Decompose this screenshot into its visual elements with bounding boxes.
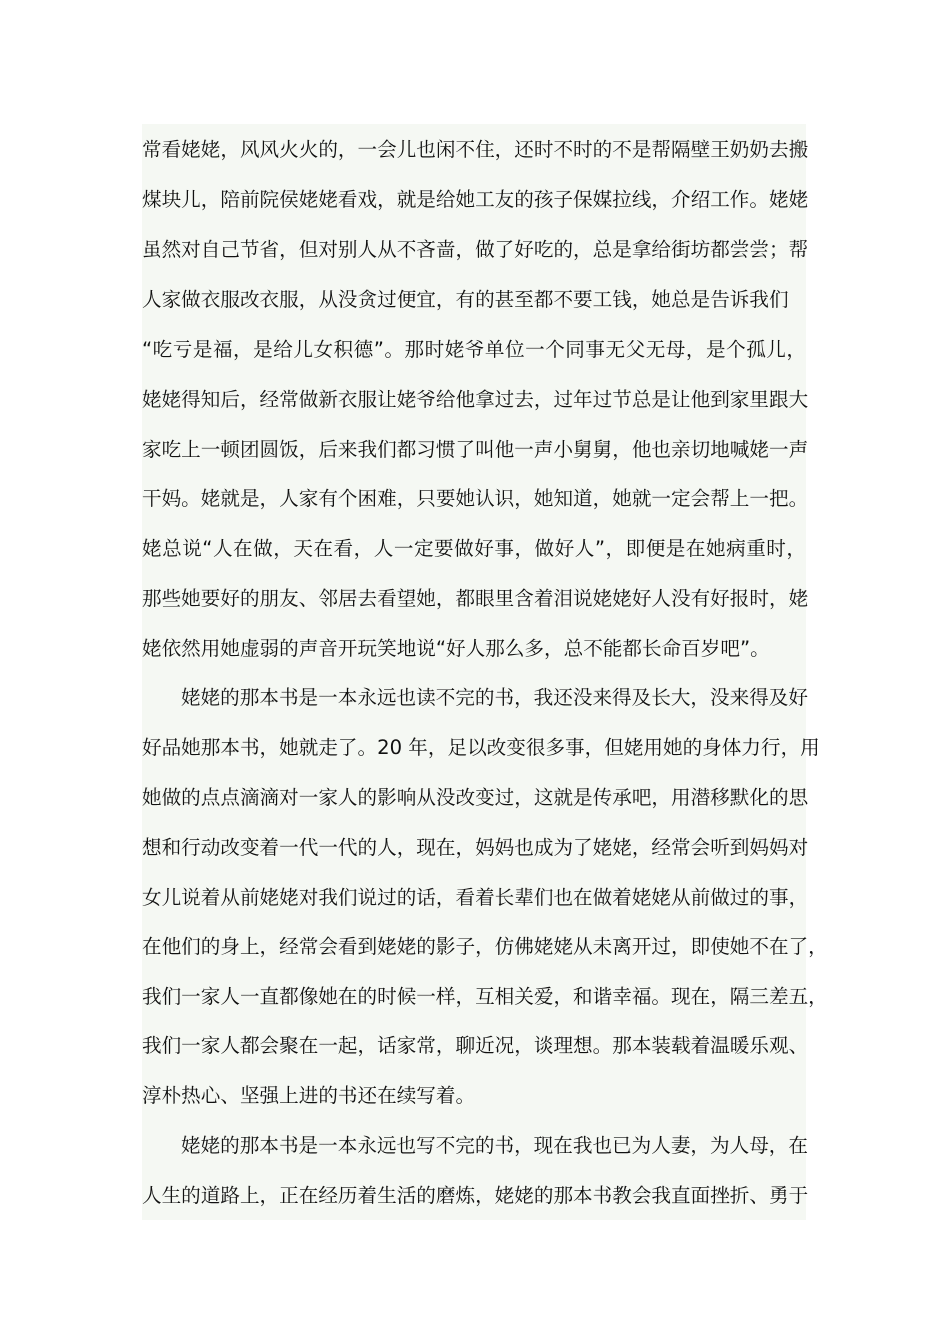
body-text-line: 干妈。姥就是，人家有个困难，只要她认识，她知道，她就一定会帮上一把。 — [142, 487, 809, 510]
paragraph-first-line: 姥姥的那本书是一本永远也读不完的书，我还没来得及长大，没来得及好 — [181, 686, 808, 709]
paragraph-first-line: 姥姥的那本书是一本永远也写不完的书，现在我也已为人妻，为人母，在 — [181, 1134, 808, 1157]
body-text-line: 人生的道路上，正在经历着生活的磨炼，姥姥的那本书教会我直面挫折、勇于 — [142, 1184, 809, 1207]
body-text-line: 姥总说“人在做，天在看，人一定要做好事，做好人”，即便是在她病重时， — [142, 537, 806, 560]
body-text-line: 虽然对自己节省，但对别人从不吝啬，做了好吃的，总是拿给街坊都尝尝；帮 — [142, 238, 809, 261]
body-text-line: 在他们的身上，经常会看到姥姥的影子，仿佛姥姥从未离开过，即使她不在了， — [142, 935, 828, 958]
body-text-line: 家吃上一顿团圆饭，后来我们都习惯了叫他一声小舅舅，他也亲切地喊姥一声 — [142, 438, 809, 461]
paragraph-end-line: 姥依然用她虚弱的声音开玩笑地说“好人那么多，总不能都长命百岁吧”。 — [142, 637, 770, 660]
body-text-line: 我们一家人都会聚在一起，话家常，聊近况，谈理想。那本装载着温暖乐观、 — [142, 1034, 809, 1057]
body-text-line: 想和行动改变着一代一代的人，现在，妈妈也成为了姥姥，经常会听到妈妈对 — [142, 836, 809, 859]
paragraph-end-line: 淳朴热心、坚强上进的书还在续写着。 — [142, 1084, 476, 1107]
body-text-line: 她做的点点滴滴对一家人的影响从没改变过，这就是传承吧，用潜移默化的思 — [142, 786, 809, 809]
body-text-line: 那些她要好的朋友、邻居去看望她，都眼里含着泪说姥姥好人没有好报时，姥 — [142, 587, 809, 610]
body-text-line: “吃亏是福，是给儿女积德”。那时姥爷单位一个同事无父无母，是个孤儿， — [142, 338, 806, 361]
body-text-line: 好品她那本书，她就走了。20 年，足以改变很多事，但姥用她的身体力行，用 — [142, 736, 820, 759]
body-text-line: 女儿说着从前姥姥对我们说过的话，看着长辈们也在做着姥姥从前做过的事， — [142, 886, 809, 909]
body-text-line: 我们一家人一直都像她在的时候一样，互相关爱，和谐幸福。现在，隔三差五， — [142, 985, 828, 1008]
body-text-line: 姥姥得知后，经常做新衣服让姥爷给他拿过去，过年过节总是让他到家里跟大 — [142, 388, 809, 411]
body-text-line: 人家做衣服改衣服，从没贪过便宜，有的甚至都不要工钱，她总是告诉我们 — [142, 288, 789, 311]
body-text-line: 煤块儿，陪前院侯姥姥看戏，就是给她工友的孩子保媒拉线，介绍工作。姥姥 — [142, 188, 809, 211]
body-text-line: 常看姥姥，风风火火的，一会儿也闲不住，还时不时的不是帮隔壁王奶奶去搬 — [142, 138, 809, 161]
